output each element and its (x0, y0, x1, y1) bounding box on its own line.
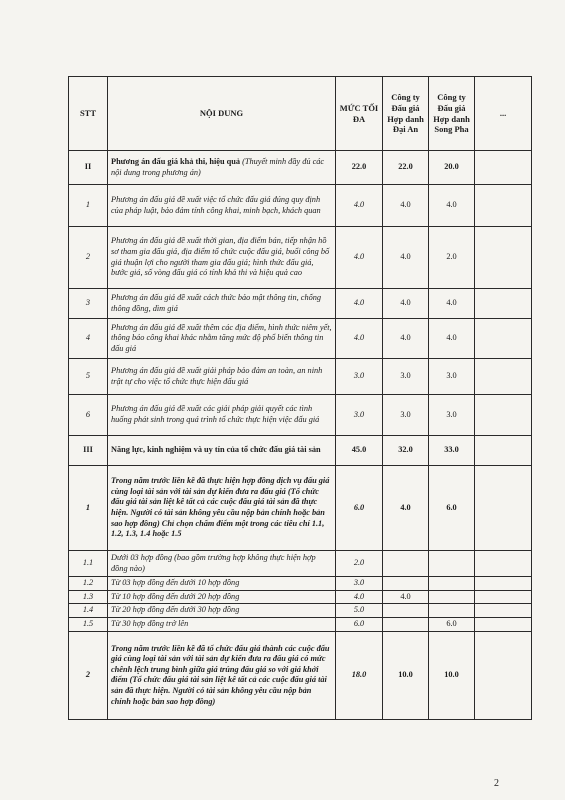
row-song-pha-score: 4.0 (429, 319, 475, 359)
row-max-score: 4.0 (336, 185, 383, 227)
row-dai-an-score: 4.0 (383, 319, 429, 359)
table-row (69, 395, 532, 436)
header-more: ... (475, 77, 532, 151)
row-content-text: Trong năm trước liền kề đã thực hiện hợp đồng dịch vụ đấu giá cùng loại tài sản với tài sản dự kiến đưa ra đấu giá (Tổ chức đấu giá tài sản liệt kê tất cả các cuộc đấu giá tài sản đã thực hiện. Người có tài sản không yêu cầu nộp bản chính hoặc bản sao hợp đồng) Chỉ chọn chấm điểm một trong các tiêu chí 1.1, 1.2, 1.3, 1.4 hoặc 1.5 (111, 476, 330, 539)
row-content (108, 577, 336, 591)
row-content-note: (Thuyết minh đầy đủ các nội dung trong phương án) (111, 156, 325, 177)
row-content-text: Phương án đấu giá đề xuất việc tổ chức đấu giá đúng quy định của pháp luật, bảo đảm tính công khai, minh bạch, khách quan (111, 194, 321, 215)
row-max-score: 4.0 (336, 319, 383, 359)
row-content-text: Từ 30 hợp đồng trở lên (111, 619, 189, 629)
row-more (475, 395, 532, 436)
row-dai-an-score (383, 604, 429, 618)
row-stt: 6 (69, 395, 108, 436)
row-content-text: Năng lực, kinh nghiệm và uy tín của tổ chức đấu giá tài sản (111, 445, 321, 455)
row-song-pha-score (429, 604, 475, 618)
row-song-pha-score: 4.0 (429, 185, 475, 227)
row-dai-an-score: 10.0 (383, 631, 429, 719)
header-stt: STT (69, 77, 108, 151)
table-row (69, 590, 532, 604)
row-stt: II (69, 151, 108, 185)
row-max-score: 6.0 (336, 466, 383, 551)
row-content-text: Phương án đấu giá đề xuất thời gian, địa điểm bán, tiếp nhận hồ sơ tham gia đấu giá, địa điểm tổ chức cuộc đấu giá, buổi công bố giá thuận lợi cho người tham gia đấu giá; hình thức đấu giá, bước giá, số vòng đấu giá có tính khả thi và hiệu quả cao (111, 236, 330, 278)
row-stt: 1.4 (69, 604, 108, 618)
row-song-pha-score: 2.0 (429, 227, 475, 289)
row-max-score: 5.0 (336, 604, 383, 618)
row-more (475, 319, 532, 359)
row-more (475, 185, 532, 227)
row-more (475, 466, 532, 551)
row-stt: 5 (69, 359, 108, 395)
row-stt: 2 (69, 631, 108, 719)
table-row (69, 289, 532, 319)
row-content-text: Từ 20 hợp đồng đến dưới 30 hợp đồng (111, 605, 240, 615)
row-content (108, 395, 336, 436)
row-content (108, 227, 336, 289)
row-song-pha-score: 33.0 (429, 436, 475, 466)
row-dai-an-score (383, 551, 429, 577)
row-dai-an-score: 3.0 (383, 359, 429, 395)
row-dai-an-score: 4.0 (383, 289, 429, 319)
row-song-pha-score: 6.0 (429, 617, 475, 631)
row-dai-an-score: 22.0 (383, 151, 429, 185)
row-content-text: Phương án đấu giá đề xuất các giải pháp giải quyết các tình huống phát sinh trong quá trình tổ chức thực hiện việc đấu giá (111, 404, 320, 424)
table-row (69, 359, 532, 395)
row-content-text: Phương án đấu giá đề xuất thêm các địa điểm, hình thức niêm yết, thông báo công khai khác nhằm tăng mức độ phổ biến thông tin đấu giá (111, 322, 332, 353)
header-song-pha: Công ty Đấu giá Hợp danh Song Pha (429, 77, 475, 151)
row-max-score: 22.0 (336, 151, 383, 185)
row-dai-an-score: 4.0 (383, 590, 429, 604)
row-stt: 1 (69, 185, 108, 227)
row-max-score: 18.0 (336, 631, 383, 719)
row-max-score: 3.0 (336, 577, 383, 591)
row-dai-an-score: 32.0 (383, 436, 429, 466)
row-more (475, 436, 532, 466)
row-max-score: 3.0 (336, 359, 383, 395)
row-song-pha-score (429, 577, 475, 591)
row-dai-an-score: 4.0 (383, 227, 429, 289)
row-song-pha-score: 3.0 (429, 395, 475, 436)
row-stt: 4 (69, 319, 108, 359)
row-content (108, 631, 336, 719)
row-content-text: Dưới 03 hợp đồng (bao gồm trường hợp không thực hiện hợp đồng nào) (111, 552, 316, 573)
row-max-score: 2.0 (336, 551, 383, 577)
row-stt: III (69, 436, 108, 466)
row-stt: 1.3 (69, 590, 108, 604)
header-dai-an: Công ty Đấu giá Hợp danh Đại An (383, 77, 429, 151)
row-more (475, 631, 532, 719)
row-max-score: 6.0 (336, 617, 383, 631)
row-content-text: Phương án đấu giá khả thi, hiệu quả (111, 156, 241, 166)
row-song-pha-score: 3.0 (429, 359, 475, 395)
row-song-pha-score: 6.0 (429, 466, 475, 551)
row-song-pha-score: 4.0 (429, 289, 475, 319)
row-stt: 1.1 (69, 551, 108, 577)
row-dai-an-score (383, 617, 429, 631)
row-content (108, 359, 336, 395)
row-dai-an-score (383, 577, 429, 591)
row-content (108, 185, 336, 227)
header-content: NỘI DUNG (108, 77, 336, 151)
row-stt: 1.2 (69, 577, 108, 591)
row-max-score: 4.0 (336, 590, 383, 604)
table-row (69, 319, 532, 359)
table-row (69, 631, 532, 719)
row-more (475, 551, 532, 577)
row-more (475, 604, 532, 618)
row-song-pha-score (429, 590, 475, 604)
page-number: 2 (494, 778, 499, 789)
table-row (69, 151, 532, 185)
row-song-pha-score (429, 551, 475, 577)
row-content (108, 551, 336, 577)
row-content-text: Phương án đấu giá đề xuất giải pháp bảo đảm an toàn, an ninh trật tự cho việc tổ chức thực hiện đấu giá (111, 365, 323, 386)
table-row (69, 466, 532, 551)
row-max-score: 4.0 (336, 227, 383, 289)
row-stt: 2 (69, 227, 108, 289)
row-stt: 1.5 (69, 617, 108, 631)
row-dai-an-score: 3.0 (383, 395, 429, 436)
row-dai-an-score: 4.0 (383, 185, 429, 227)
row-song-pha-score: 20.0 (429, 151, 475, 185)
row-more (475, 227, 532, 289)
row-more (475, 617, 532, 631)
table-row (69, 617, 532, 631)
header-row (69, 77, 532, 151)
table-row (69, 227, 532, 289)
row-more (475, 577, 532, 591)
table-row (69, 436, 532, 466)
table-row (69, 577, 532, 591)
row-more (475, 289, 532, 319)
row-more (475, 590, 532, 604)
row-content (108, 151, 336, 185)
table-row (69, 551, 532, 577)
row-content (108, 604, 336, 618)
row-content (108, 466, 336, 551)
table-row (69, 604, 532, 618)
table-row (69, 185, 532, 227)
row-stt: 3 (69, 289, 108, 319)
row-more (475, 151, 532, 185)
row-content-text: Phương án đấu giá đề xuất cách thức bảo mật thông tin, chống thông đồng, dìm giá (111, 292, 322, 313)
row-content-text: Từ 03 hợp đồng đến dưới 10 hợp đồng (111, 578, 240, 587)
header-max-score: MỨC TỐI ĐA (336, 77, 383, 151)
row-song-pha-score: 10.0 (429, 631, 475, 719)
row-content (108, 436, 336, 466)
row-max-score: 45.0 (336, 436, 383, 466)
row-max-score: 4.0 (336, 289, 383, 319)
row-content (108, 617, 336, 631)
table-body (69, 151, 532, 720)
row-stt: 1 (69, 466, 108, 551)
row-content-text: Trong năm trước liền kề đã tổ chức đấu giá thành các cuộc đấu giá cùng loại tài sản với tài sản dự kiến đưa ra đấu giá có mức chênh lệch trung bình giữa giá trúng đấu giá so với giá khởi điểm (Tổ chức đấu giá tài sản liệt kê tất cả các cuộc đấu giá tài sản đã thực hiện. Người có tài sản không yêu cầu nộp bản chính hoặc bản sao hợp đồng) (111, 643, 330, 706)
row-dai-an-score: 4.0 (383, 466, 429, 551)
row-max-score: 3.0 (336, 395, 383, 436)
row-more (475, 359, 532, 395)
row-content-text: Từ 10 hợp đồng đến dưới 20 hợp đồng (111, 591, 240, 601)
row-content (108, 319, 336, 359)
scoring-table (68, 76, 532, 720)
row-content (108, 289, 336, 319)
row-content (108, 590, 336, 604)
